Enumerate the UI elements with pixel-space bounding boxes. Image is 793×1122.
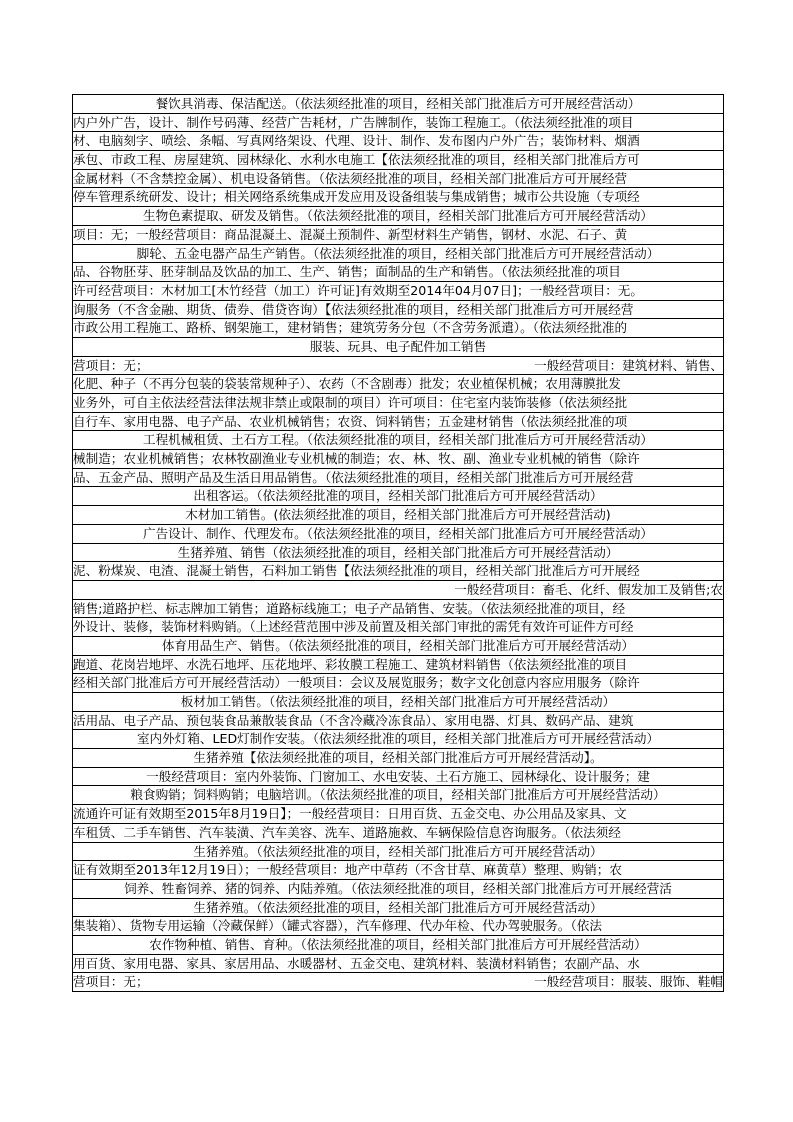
cell-text: 营项目：无； — [73, 974, 149, 990]
table-row — [73, 150, 723, 169]
table-row — [73, 580, 723, 599]
table-row — [73, 842, 723, 861]
cell-text: 粮食购销；饲料购销；电脑培训。（依法须经批准的项目，经相关部门批准后方可开展经营活动） — [130, 787, 666, 803]
cell-text: 泥、粉煤炭、电渣、混凝土销售，石料加工销售【依法须经批准的项目，经相关部门批准后方可开展经 — [73, 563, 640, 579]
table-row — [73, 505, 723, 524]
cell-text: 流通许可证有效期至2015年8月19日】；一般经营项目：日用百货、五金交电、办公用品及家具、文 — [73, 806, 627, 822]
cell-text: 生猪养殖、销售（依法须经批准的项目，经相关部门批准后方可开展经营活动） — [177, 544, 619, 560]
table-row — [73, 954, 723, 973]
cell-text: 广告设计、制作、代理发布。（依法须经批准的项目，经相关部门批准后方可开展经营活动） — [142, 525, 654, 541]
cell-text: 一般经营项目：室内外装饰、门窗加工、水电安装、土石方施工、园林绿化、设计服务；建 — [146, 768, 650, 784]
table-row — [73, 225, 723, 244]
table-row — [73, 412, 723, 431]
table-row — [73, 617, 723, 636]
table-row — [73, 374, 723, 393]
table-row — [73, 935, 723, 954]
table-row — [73, 468, 723, 487]
table-row — [73, 393, 723, 412]
cell-text: 车租赁、二手车销售、汽车装潢、汽车美容、洗车、道路施救、车辆保险信息咨询服务。（依法须经 — [73, 824, 621, 840]
cell-text: 出租客运。（依法须经批准的项目，经相关部门批准后方可开展经营活动） — [193, 488, 603, 504]
cell-text: 饲养、牲畜饲养、猪的饲养、内陆养殖。（依法须经批准的项目，经相关部门批准后方可开展经营活 — [124, 880, 672, 896]
table-row — [73, 692, 723, 711]
cell-text: 材、电脑刻字、喷绘、条幅、写真网络架设、代理、设计、制作、发布图内户外广告；装饰材料、烟酒 — [73, 133, 640, 149]
table-row — [73, 711, 723, 730]
table-row — [73, 337, 723, 356]
cell-text: 生猪养殖。（依法须经批准的项目，经相关部门批准后方可开展经营活动） — [193, 843, 603, 859]
cell-text: 金属材料（不含禁控金属）、机电设备销售。（依法须经批准的项目，经相关部门批准后方可开展经营 — [73, 170, 628, 186]
table-row — [73, 599, 723, 618]
table-row — [73, 655, 723, 674]
cell-text: 体育用品生产、销售。（依法须经批准的项目，经相关部门批准后方可开展经营活动） — [161, 637, 635, 653]
cell-text: 集装箱）、货物专用运输（冷藏保鲜）（罐式容器），汽车修理、代办年检、代办驾驶服务。（依法 — [73, 918, 602, 934]
table-row — [73, 972, 723, 991]
cell-text: 室内外灯箱、LED灯制作安装。（依法须经批准的项目，经相关部门批准后方可开展经营活动） — [136, 731, 660, 747]
table-row — [73, 262, 723, 281]
table-row — [73, 823, 723, 842]
table-row — [73, 318, 723, 337]
table-row — [73, 486, 723, 505]
table-row — [73, 524, 723, 543]
table-row — [73, 673, 723, 692]
table-row — [73, 767, 723, 786]
table-row — [73, 169, 723, 188]
cell-text: 经相关部门批准后方可开展经营活动）一般项目：会议及展览服务；数字文化创意内容应用服务（除许 — [73, 675, 640, 691]
table-row — [73, 636, 723, 655]
spreadsheet-table — [72, 94, 724, 992]
table-row — [73, 430, 723, 449]
table-row — [73, 356, 723, 375]
table-row — [73, 187, 723, 206]
table-row — [73, 131, 723, 150]
cell-text: 活用品、电子产品、预包装食品兼散装食品（不含冷藏冷冻食品）、家用电器、灯具、数码产品、建筑 — [73, 712, 634, 728]
cell-text: 农作物种植、销售、育种。（依法须经批准的项目，经相关部门批准后方可开展经营活动） — [149, 936, 647, 952]
cell-text: 自行车、家用电器、电子产品、农业机械销售；农资、饲料销售；五金建材销售（依法须经批准的项 — [73, 413, 628, 429]
table-row — [73, 113, 723, 132]
cell-text: 化肥、种子（不再分包装的袋装常规种子）、农药（不含剧毒）批发；农业植保机械；农用薄膜批发 — [73, 376, 621, 392]
cell-text: 业务外，可自主依法经营法律法规非禁止或限制的项目）许可项目：住宅室内装饰装修（依法须经批 — [73, 395, 628, 410]
table-row — [73, 300, 723, 319]
table-row — [73, 860, 723, 879]
table-row — [73, 561, 723, 580]
cell-text: 销售;道路护栏、标志牌加工销售；道路标线施工；电子产品销售、安装。（依法须经批准的项目，经 — [73, 600, 626, 616]
table-row — [73, 748, 723, 767]
cell-text: 停车管理系统研发、设计；相关网络系统集成开发应用及设备组装与集成销售；城市公共设施（专项经 — [73, 189, 640, 205]
cell-text-right: 一般经营项目：建筑材料、销售、 — [534, 357, 723, 373]
cell-text: 品、谷物胚芽、胚芽制品及饮品的加工、生产、销售；面制品的生产和销售。（依法须经批准的项目 — [73, 264, 621, 280]
cell-text: 餐饮具消毒、保洁配送。（依法须经批准的项目，经相关部门批准后方可开展经营活动） — [155, 96, 641, 111]
cell-text-right: 一般经营项目：服装、服饰、鞋帽 — [534, 974, 723, 990]
cell-text: 承包、市政工程、房屋建筑、园林绿化、水利水电施工【依法须经批准的项目，经相关部门批准后方可 — [73, 152, 640, 168]
table-row — [73, 879, 723, 898]
table-row — [73, 281, 723, 300]
cell-text: 工程机械租赁、土石方工程。（依法须经批准的项目，经相关部门批准后方可开展经营活动） — [142, 432, 654, 448]
cell-text: 许可经营项目：木材加工[木竹经营（加工）许可证]有效期至2014年04月07日]；一般经营项目：无。 — [73, 282, 643, 298]
cell-text: 项目：无；一般经营项目：商品混凝土、混凝土预制件、新型材料生产销售，钢材、水泥、石子、黄 — [73, 226, 628, 242]
cell-text: 板材加工销售。（依法须经批准的项目，经相关部门批准后方可开展经营活动） — [180, 694, 616, 709]
table-row — [73, 206, 723, 225]
cell-text: 服装、玩具、电子配件加工销售 — [309, 338, 487, 354]
cell-text: 用百货、家用电器、家具、家居用品、水暖器材、五金交电、建筑材料、装潢材料销售；农副产品、水 — [73, 955, 640, 971]
cell-text: 品、五金产品、照明产品及生活日用品销售。（依法须经批准的项目，经相关部门批准后方可开展经营 — [73, 469, 634, 485]
cell-text: 外设计、装修，装饰材料购销。（上述经营范围中涉及前置及相关部门审批的需凭有效许可证件方可经 — [73, 619, 634, 635]
table-row — [73, 543, 723, 562]
cell-text: 木材加工销售。(依法须经批准的项目，经相关部门批准后方可开展经营活动) — [185, 507, 611, 523]
cell-text: 询服务（不含金融、期货、债券、借贷咨询）【依法须经批准的项目，经相关部门批准后方可开展经营 — [73, 301, 634, 317]
cell-text: 脚轮、五金电器产品生产销售。（依法须经批准的项目，经相关部门批准后方可开展经营活动） — [136, 245, 660, 261]
table-row — [73, 804, 723, 823]
table-row — [73, 785, 723, 804]
cell-text: 生猪养殖。（依法须经批准的项目，经相关部门批准后方可开展经营活动） — [193, 899, 603, 915]
cell-text: 营项目：无； — [73, 357, 149, 373]
table-row — [73, 916, 723, 935]
cell-text: 跑道、花岗岩地坪、水洗石地坪、压花地坪、彩妆膜工程施工、建筑材料销售（依法须经批准的项目 — [73, 656, 628, 672]
table-row — [73, 898, 723, 917]
cell-text: 生猪养殖【依法须经批准的项目，经相关部门批准后方可开展经营活动】。 — [193, 750, 603, 766]
table-row — [73, 449, 723, 468]
table-row — [73, 244, 723, 263]
table-row — [73, 729, 723, 748]
cell-text: 市政公用工程施工、路桥、钢架施工，建材销售；建筑劳务分包（不含劳务派遣）。（依法须经批准的 — [73, 320, 628, 336]
cell-text: 生物色素提取、研发及销售。（依法须经批准的项目，经相关部门批准后方可开展经营活动） — [142, 208, 654, 224]
cell-text: 械制造；农业机械销售；农林牧副渔业专业机械的制造；农、林、牧、副、渔业专业机械的销售（除许 — [73, 451, 640, 467]
cell-text: 证有效期至2013年12月19日）；一般经营项目：地产中草药（不含甘草、麻黄草）整理、购销；农 — [73, 862, 622, 878]
cell-text: 内户外广告，设计、制作号码薄、经营广告耗材，广告牌制作，装饰工程施工。（依法须经批准的项目 — [73, 114, 634, 130]
table-row — [73, 94, 723, 113]
cell-text: 一般经营项目：畜毛、化纤、假发加工及销售;农 — [454, 581, 723, 597]
